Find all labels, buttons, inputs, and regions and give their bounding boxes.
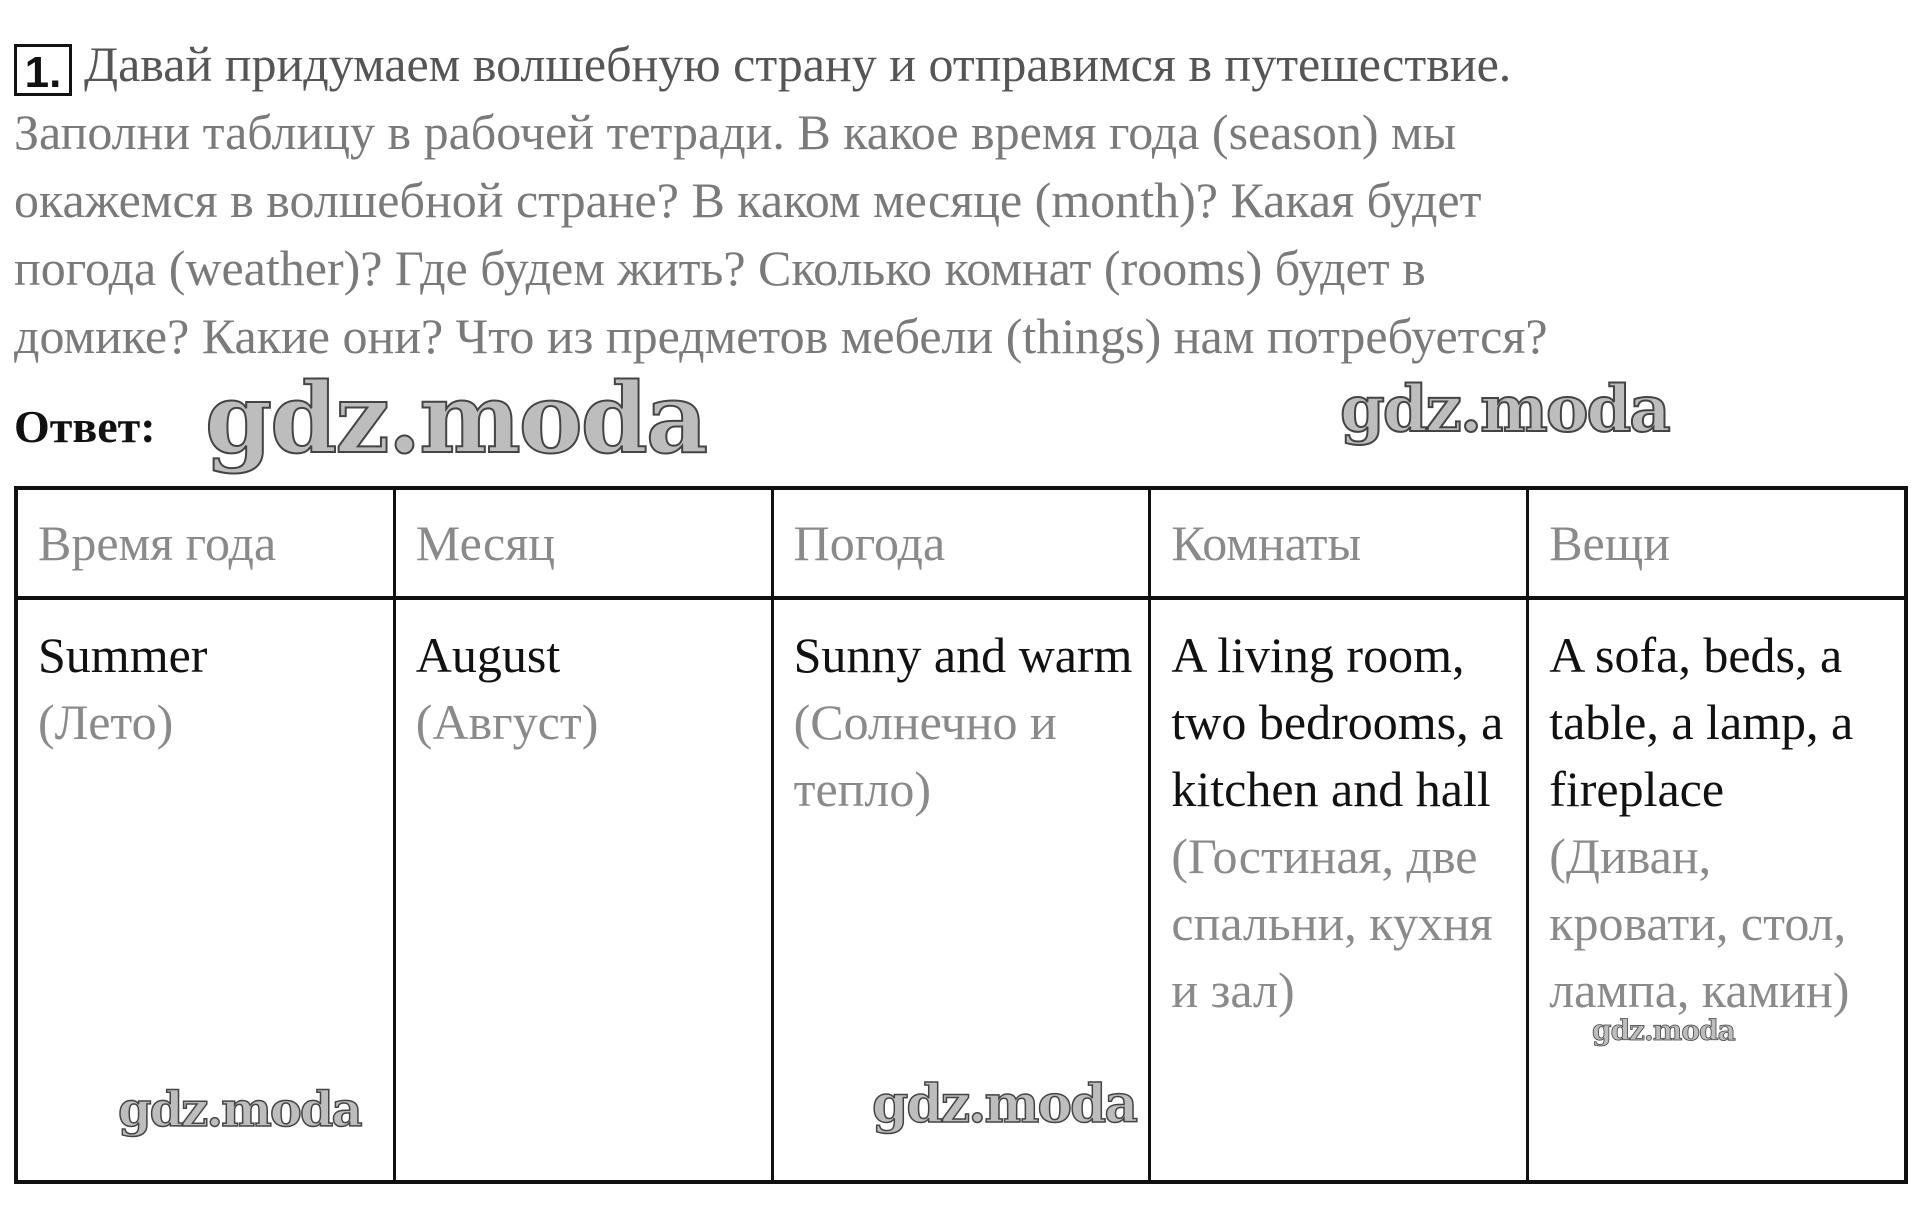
task-number: 1. [14,44,72,96]
task-line-5: домике? Какие они? Что из предметов мебели (things) нам потребуется? [14,308,1548,364]
header-month: Месяц [396,490,771,600]
watermark-logo-bottom-left: gdz.moda [118,1082,361,1138]
column-month [396,490,774,1180]
cell-weather-ru: (Солнечно и тепло) [793,694,1057,817]
watermark-logo-bottom-mid: gdz.moda [872,1074,1137,1135]
column-rooms [1151,490,1529,1180]
task-line-3: окажемся в волшебной стране? В каком месяце (month)? Какая будет [14,172,1482,228]
cell-things [1529,600,1904,1024]
cell-things-ru: (Диван, кровати, стол, лампа, камин) [1549,828,1850,1018]
answer-label: Ответ: [14,401,156,452]
header-rooms: Комнаты [1151,490,1526,600]
header-weather: Погода [774,490,1149,600]
column-season [18,490,396,1180]
cell-weather-en: Sunny and warm [793,627,1133,683]
column-things [1529,490,1904,1180]
cell-things-en: A sofa, beds, a table, a lamp, a fireplace [1549,627,1854,817]
task-text [14,30,1894,370]
header-things: Вещи [1529,490,1904,600]
cell-month [396,600,771,756]
header-season: Время года [18,490,393,600]
cell-month-ru: (Август) [415,694,599,750]
task-line-4: погода (weather)? Где будем жить? Сколько комнат (rooms) будет в [14,240,1426,296]
cell-rooms-ru: (Гостиная, две спальни, кухня и зал) [1171,828,1493,1018]
task-line-2: Заполни таблицу в рабочей тетради. В какое время года (season) мы [14,104,1457,160]
task-line-1: 1. Давай придумаем волшебную страну и отправимся в путешествие. [14,30,1894,98]
cell-rooms-en: A living room, two bedrooms, a kitchen and hall [1171,627,1504,817]
watermark-logo-top: gdz.moda [1340,372,1669,447]
cell-rooms [1151,600,1526,1024]
watermark-logo-small: gdz.moda [1592,1014,1735,1047]
cell-season-en: Summer [38,627,208,683]
cell-weather [774,600,1149,823]
cell-season [18,600,393,756]
watermark-logo-big: gdz.moda [205,362,707,475]
cell-season-ru: (Лето) [38,694,174,750]
cell-month-en: August [415,627,561,683]
